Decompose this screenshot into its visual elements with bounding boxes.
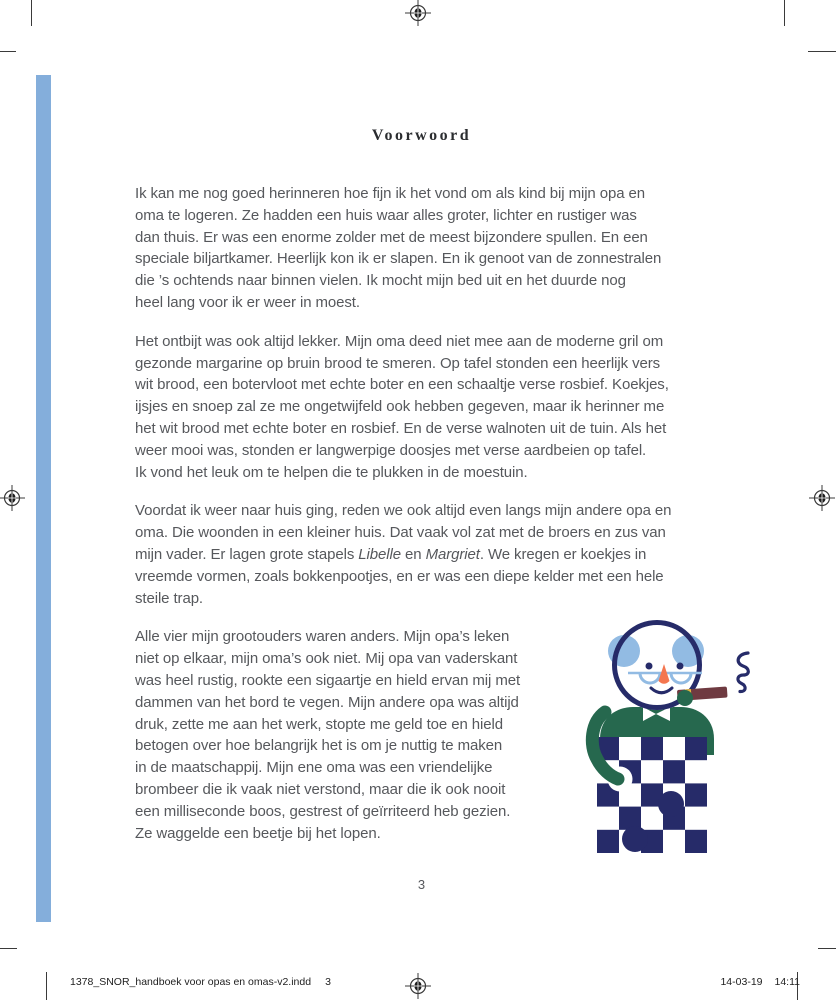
text-line: speciale biljartkamer. Heerlijk kon ik er slapen. En ik genoot van de zonnestralen	[135, 250, 662, 268]
text-line: dammen van het bord te vegen. Mijn andere opa was altijd	[135, 693, 519, 711]
checkers-board	[597, 737, 707, 853]
text-line: wit brood, een botervloot met echte boter en een schaaltje verse rosbief. Koekjes,	[135, 376, 669, 394]
page-title: Voorwoord	[371, 126, 472, 144]
crop-mark-top-left	[31, 0, 32, 26]
slug-tick-left	[46, 972, 47, 1000]
page-number: 3	[417, 877, 426, 892]
text-line: ijsjes en snoep zal ze me ongetwijfeld ook hebben gegeven, maar ik herinner me	[135, 398, 665, 416]
text-line: mijn vader. Er lagen grote stapels Libelle en Margriet. We kregen er koekjes in	[135, 545, 647, 563]
text-line: het wit brood met echte boter en rosbief. En de verse walnoten uit de tuin. Als het	[135, 419, 667, 437]
paragraph	[135, 500, 708, 609]
navy-checker-piece	[622, 826, 648, 852]
slug-datetime-line	[720, 976, 800, 988]
text-line: dan thuis. Er was een enorme zolder met de meest bijzondere spullen. En een	[135, 228, 648, 246]
text-line: steile trap.	[135, 589, 203, 607]
text-line: een milliseconde boos, gestrest of geïrriteerd heb gezien.	[135, 802, 511, 820]
crop-mark-right-top	[808, 51, 836, 52]
registration-mark-icon	[0, 485, 25, 511]
navy-checker-piece	[658, 791, 684, 817]
text-line: Ik vond het leuk om te helpen die te plukken in de moestuin.	[135, 463, 528, 481]
text-line: niet op elkaar, mijn oma’s ook niet. Mij opa van vaderskant	[135, 650, 518, 668]
grandpa-checkers-illustration	[585, 607, 755, 862]
registration-mark-icon	[809, 485, 835, 511]
slug-filename: 1378_SNOR_handboek voor opas en omas-v2.indd	[70, 976, 312, 988]
cigar-smoke-icon	[738, 653, 748, 692]
text-line: Ze waggelde een beetje bij het lopen.	[135, 824, 381, 842]
crop-mark-top-right	[784, 0, 785, 26]
paragraph	[135, 183, 708, 314]
slug-page-number: 3	[325, 976, 331, 988]
registration-mark-top	[405, 0, 431, 26]
slug-filename-line	[70, 976, 331, 988]
text-line: Het ontbijt was ook altijd lekker. Mijn oma deed niet mee aan de moderne gril om	[135, 332, 664, 350]
text-line: die ’s ochtends naar binnen vielen. Ik mocht mijn bed uit en het duurde nog	[135, 272, 626, 290]
text-line: brombeer die ik vaak niet verstond, maar die ik ook nooit	[135, 780, 506, 798]
grandpa-hand	[677, 690, 693, 706]
text-line: Voordat ik weer naar huis ging, reden we ook altijd even langs mijn andere opa en	[135, 502, 672, 520]
text-line: Alle vier mijn grootouders waren anders. Mijn opa’s leken	[135, 628, 510, 646]
text-line: was heel rustig, rookte een sigaartje en hield ervan mij met	[135, 671, 521, 689]
accent-bar	[36, 75, 51, 922]
registration-mark-icon	[405, 0, 431, 26]
text-line: vreemde vormen, zoals bokkenpootjes, en er was een diepe kelder met een hele	[135, 567, 664, 585]
slug-date: 14-03-19	[720, 976, 763, 988]
text-line: druk, zette me aan het werk, stopte me geld toe en hield	[135, 715, 503, 733]
crop-mark-right-bottom	[818, 948, 836, 949]
registration-mark-icon	[405, 973, 431, 999]
text-line: gezonde margarine op bruin brood te smeren. Op tafel stonden een heerlijk vers	[135, 354, 661, 372]
crop-mark-left-bottom	[0, 948, 17, 949]
text-line: Ik kan me nog goed herinneren hoe fijn ik het vond om als kind bij mijn opa en	[135, 185, 646, 202]
text-line: heel lang voor ik er weer in moest.	[135, 293, 360, 311]
paragraph	[135, 331, 708, 484]
registration-mark-right	[809, 485, 835, 511]
text-line: betogen over hoe belangrijk het is om je nuttig te maken	[135, 737, 503, 755]
slug-time: 14:11	[774, 976, 800, 988]
registration-mark-bottom	[405, 973, 431, 999]
eye-left	[646, 663, 653, 670]
text-line: in de maatschappij. Mijn ene oma was een vriendelijke	[135, 759, 493, 777]
crop-mark-left-top	[0, 51, 16, 52]
registration-mark-left	[0, 485, 25, 511]
text-line: oma te logeren. Ze hadden een huis waar alles groter, lichter en rustiger was	[135, 206, 637, 224]
text-line: oma. Die woonden in een kleiner huis. Dat vaak vol zat met de broers en zus van	[135, 524, 666, 542]
grandpa-illustration-icon	[585, 607, 755, 857]
text-line: weer mooi was, stonden er langwerpige doosjes met verse aardbeien op tafel.	[135, 441, 647, 459]
eye-right	[677, 663, 684, 670]
